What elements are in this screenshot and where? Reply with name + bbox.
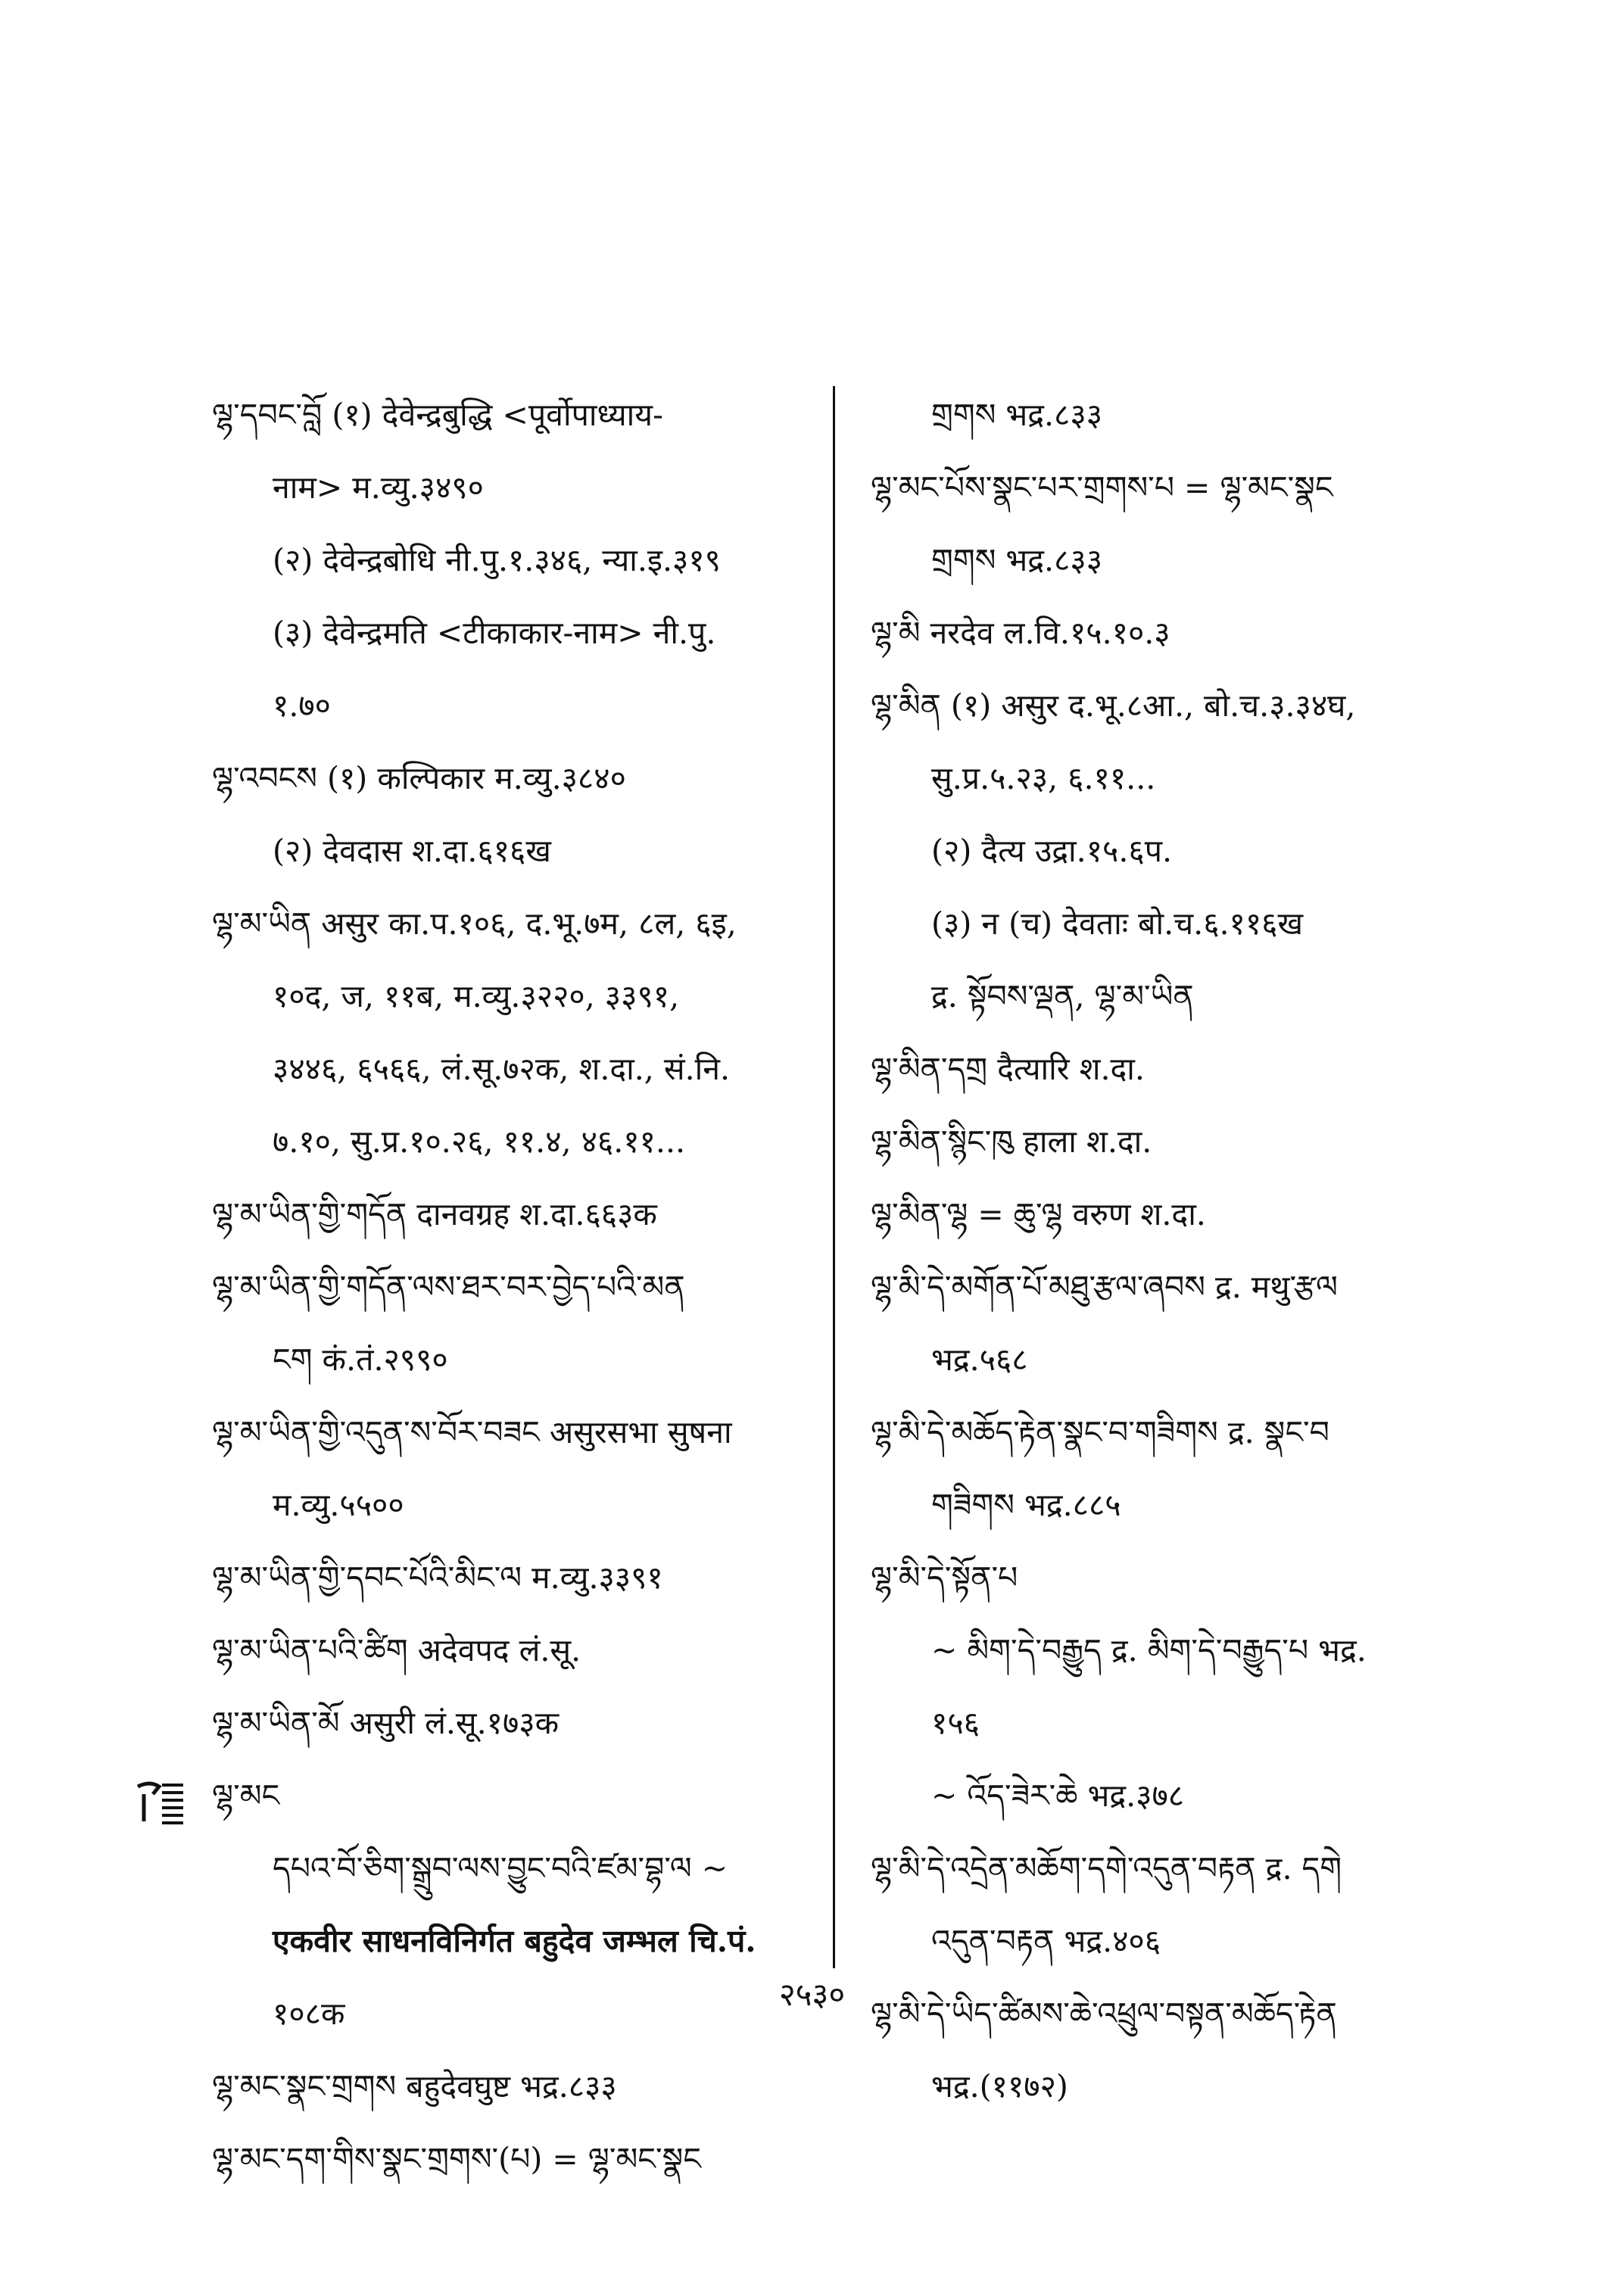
left-column [212,379,810,2195]
entry-line: དཔའ་བོ་ཅིག་སྒྲུབ་ལས་བྱུང་བའི་ཛམ་བྷ་ལ ~ [273,1850,728,1886]
entry-line: གཟིགས भद्र.८८५ [931,1487,1121,1523]
entry-line: १०८क [273,1995,345,2032]
entry-line: द्र. སྟོབས་ལྡན, ལྷ་མ་ཡིན [931,978,1194,1014]
entry-line: ལྷ་མང [212,1777,280,1814]
entry-line: ལྷ་མ་ཡིན་གྱི་དབང་པོའི་མིང་ལ म.व्यु.३३९१ [212,1559,663,1596]
entry-line: ལྷ་མ་ཡིན་གྱི་གདོན दानवग्रह श.दा.६६३क [212,1196,657,1232]
entry-line: भद्र.(११७२) [931,2068,1068,2105]
entry-line: ལྷ་མི་དེ་འདྲེན་མཆོག་དགེ་འདུན་བརྟན द्र. དགེ [871,1850,1342,1886]
entry-line: ལྷ་མ་ཡིན་གྱི་འདུན་ས་བོར་བཟང असुरसभा सुषना [212,1414,732,1450]
right-column [871,379,1469,2123]
entry-line: ७.१०, सु.प्र.१०.२६, ११.४, ४६.११... [273,1123,686,1160]
entry-line: ལྷ་འབངས (१) कल्पिकार म.व्यु.३८४० [212,760,626,796]
entry-line: ལྷ་མི་དེ་མཆོད་རྟེན་སྣང་བ་གཟིགས द्र. སྣང་བ [871,1414,1329,1450]
entry-line: (२) देवदास श.दा.६१६ख [273,833,551,869]
entry-line: ལྷ་མིན (१) असुर द.भू.८आ., बो.च.३.३४घ, [871,687,1356,724]
entry-line: ལྷ་མ་ཡིན་པའི་ཚིག अदेवपद लं.सू. [212,1632,581,1668]
entry-line: ལྷ་མིན་སྙིང་ཁུ हाला श.दा. [871,1123,1152,1160]
entry-line: ལྷ་མང་པོས་སྣང་པར་གྲགས་པ = ལྷ་མང་སྣང [871,469,1333,506]
entry-line: ལྷ་མི་དེ་མགོན་པོ་མཐུ་རྩལ་ཞབས द्र. मथु་རྩལ [871,1269,1338,1305]
entry-line: ངག कं.तं.२९९० [273,1341,448,1378]
entry-line: सु.प्र.५.२३, ६.११... [931,760,1156,796]
entry-line: ལྷ་མིན་དགྲ दैत्यारि श.दा. [871,1051,1145,1087]
entry-line: ལྷ་མི་དེ་སྟོན་པ [871,1559,1018,1596]
entry-line: १५६ [931,1705,980,1741]
entry-line: འདུན་བརྟན भद्र.४०६ [931,1923,1161,1959]
entry-line: ལྷ་མི་དེ་ཡིད་ཚིམས་ཆེ་འཕྲུལ་བསྟན་མཆོད་རྟེན [871,1995,1337,2032]
entry-line: ~ འོད་ཟེར་ཆེ भद्र.३७८ [931,1777,1185,1814]
entry-line: ལྷ་མང་དག་གིས་སྣང་གྲགས་(པ) = ལྷ་མང་སྣང [212,2141,701,2177]
entry-line: (२) देवेन्द्रबोधि नी.पु.१.३४६, न्या.इ.३१९ [273,542,722,578]
entry-line: भद्र.५६८ [931,1341,1028,1378]
entry-line: ३४४६, ६५६६, लं.सू.७२क, श.दा., सं.नि. [273,1051,731,1087]
entry-line: ལྷ་མིན་ལྷ = ཆུ་ལྷ वरुण श.दा. [871,1196,1206,1232]
entry-line: ལྷ་མ་ཡིན་མོ असुरी लं.सू.१७३क [212,1705,560,1741]
entry-line: ལྷ་མ་ཡིན་གྱི་གདོན་ལས་ཐར་བར་བྱེད་པའི་མན [212,1269,685,1305]
page-number: २५३० [778,1976,846,2013]
entry-line: (३) देवेन्द्रमति <टीकाकार-नाम> नी.पु. [273,615,716,651]
entry-line: ~ མིག་དེ་བརྒྱུད द्र. མིག་དེ་བརྒྱུད་པ भद्र. [931,1632,1367,1668]
entry-line: ལྷ་མི नरदेव ल.वि.१५.१०.३ [871,615,1170,651]
entry-line: एकवीर साधनविनिर्गत बहुदेव जम्भल चि.पं. [273,1923,756,1959]
entry-line: གྲགས भद्र.८३३ [931,397,1103,433]
entry-line: (३) न (च) देवताः बो.च.६.११६ख [931,905,1304,942]
column-divider [833,386,835,1968]
entry-line: གྲགས भद्र.८३३ [931,542,1103,578]
entry-line: १.७० [273,687,331,724]
entry-line: नाम> म.व्यु.३४९० [273,469,484,506]
entry-line: (२) दैत्य उद्रा.१५.६प. [931,833,1173,869]
entry-line: म.व्यु.५५०० [273,1487,404,1523]
entry-line: ལྷ་མང་སྣང་གྲགས बहुदेवघुष्ट भद्र.८३३ [212,2068,617,2105]
entry-line: ལྷ་དབང་བློ (१) देवेन्द्रबुद्धि <पूर्वोपाध्याय- [212,397,663,433]
entry-line: ལྷ་མ་ཡིན असुर का.प.१०६, द.भू.७म, ८ल, ६इ, [212,905,737,942]
margin-sigla-icon [133,1779,186,1827]
entry-line: १०द, ज, ११ब, म.व्यु.३२२०, ३३९१, [273,978,680,1014]
